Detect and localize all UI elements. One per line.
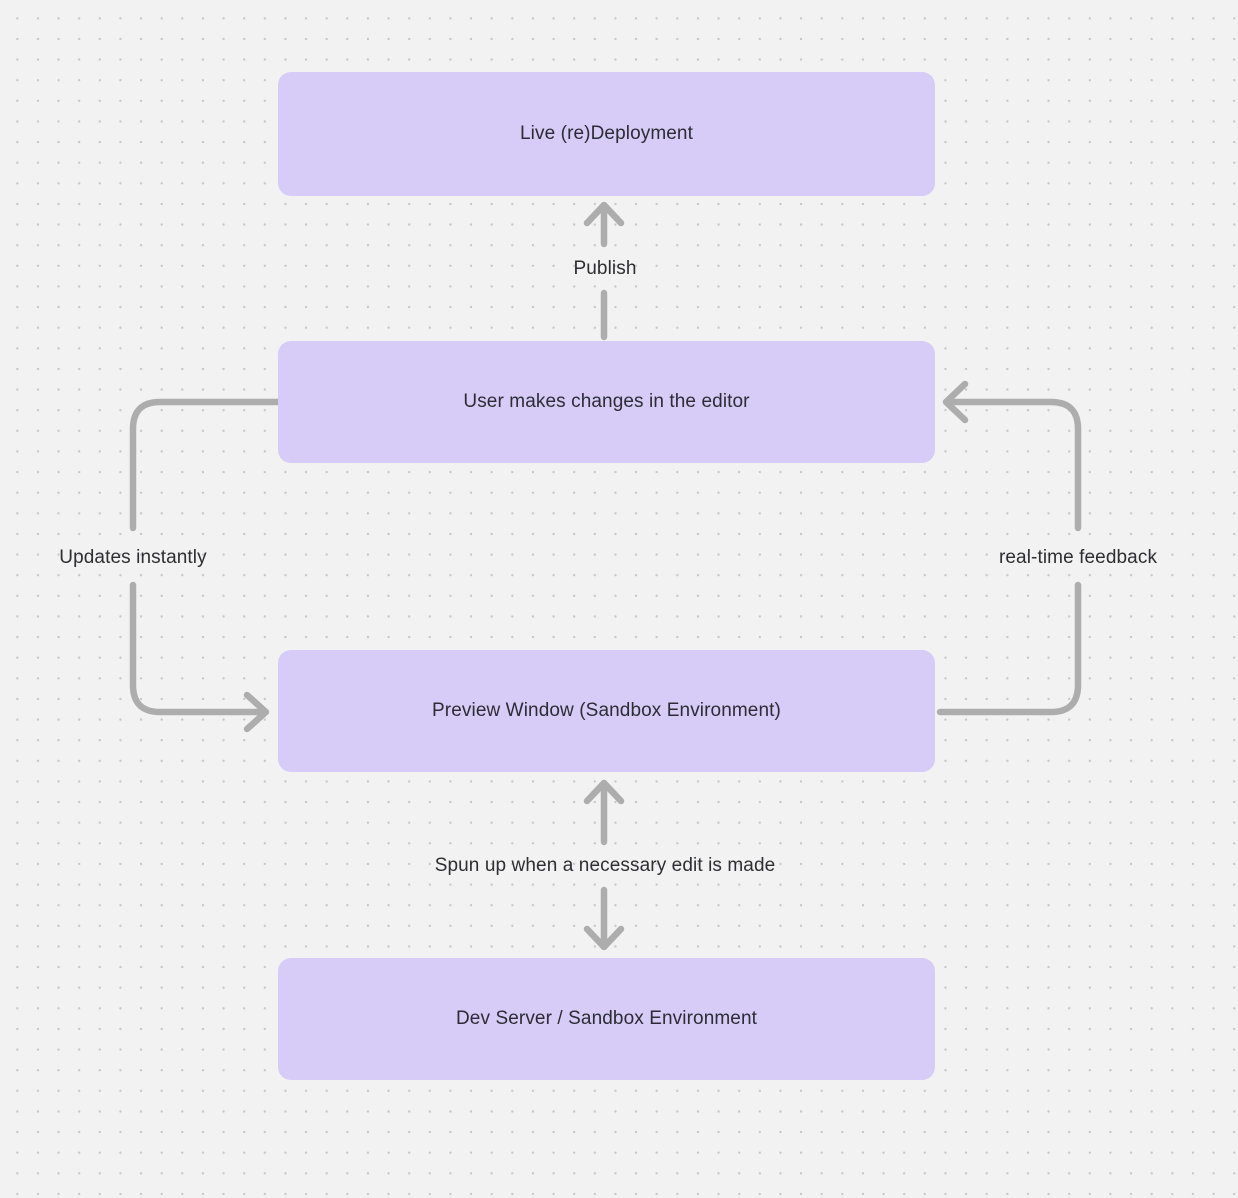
node-preview-window (278, 650, 935, 772)
node-dev-server (278, 958, 935, 1080)
edge-label-realtime-feedback: real-time feedback (998, 547, 1158, 568)
node-user-editor (278, 341, 935, 463)
node-user-editor-label: User makes changes in the editor (463, 390, 750, 412)
node-dev-server-label: Dev Server / Sandbox Environment (455, 1007, 757, 1029)
node-preview-window-label: Preview Window (Sandbox Environment) (432, 699, 781, 721)
node-live-redeployment-label: Live (re)Deployment (520, 122, 693, 144)
node-live-redeployment (278, 72, 935, 196)
edge-label-spun-up: Spun up when a necessary edit is made (434, 855, 776, 876)
edge-label-updates-instantly: Updates instantly (59, 547, 207, 568)
edge-label-publish: Publish (573, 258, 637, 279)
